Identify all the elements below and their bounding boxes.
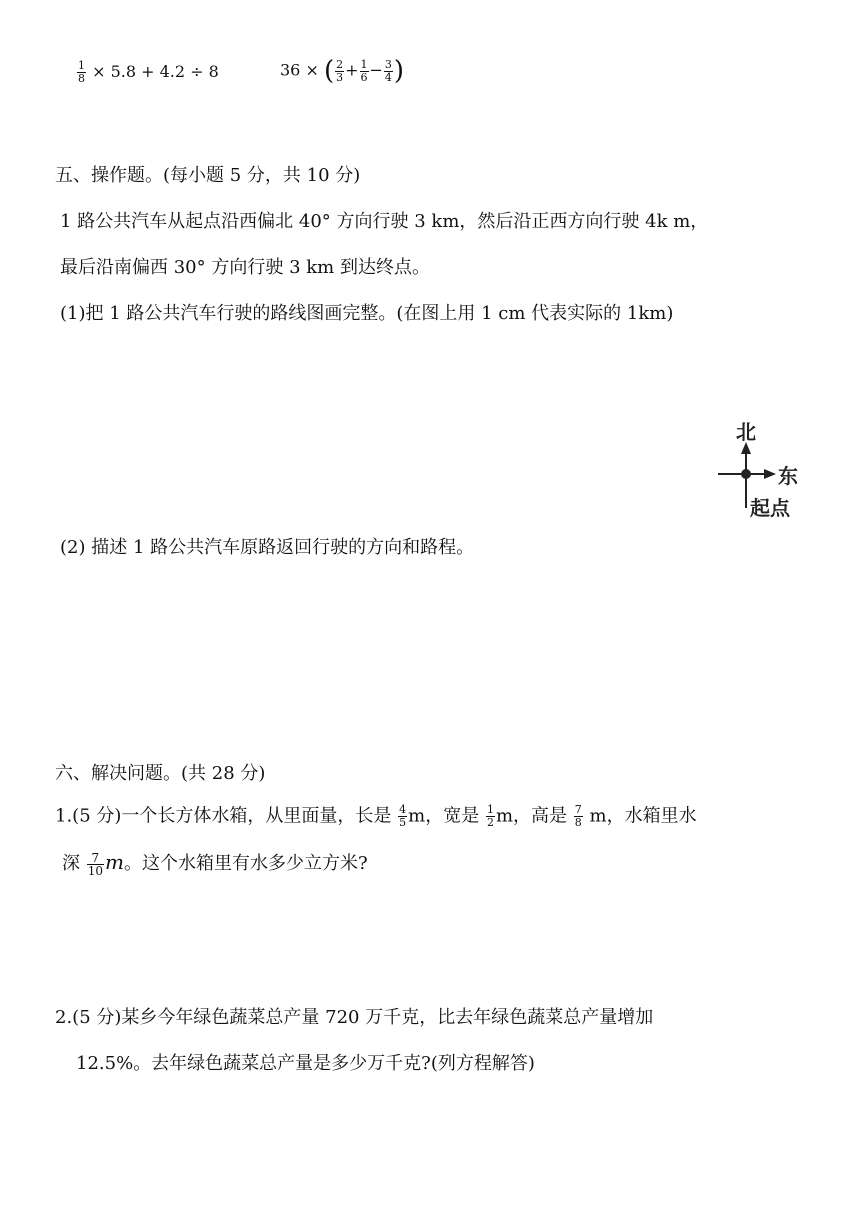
problem-2-line-1: 2.(5 分)某乡今年绿色蔬菜总产量 720 万千克，比去年绿色蔬菜总产量增加 <box>55 1007 654 1028</box>
fraction: $\frac{7}{10}$ <box>87 850 104 878</box>
problem-text-line: 最后沿南偏西 30° 方向行驶 3 km 到达终点。 <box>60 257 430 278</box>
problem-1-line-1: 1.(5 分)一个长方体水箱，从里面量，长是 $\frac{4}{5}$ m，宽是 $\frac{1}{2}$ m，高是 $\frac{7}{8}$ m，水箱里水 <box>55 803 697 829</box>
question-2: (2) 描述 1 路公共汽车原路返回行驶的方向和路程。 <box>60 537 475 558</box>
section-5-heading: 五、操作题。(每小题 5 分，共 10 分) <box>55 165 361 186</box>
fraction: $\frac{7}{8}$ <box>574 803 582 829</box>
fraction: $\frac{1}{2}$ <box>486 803 494 829</box>
section-6-heading: 六、解决问题。(共 28 分) <box>55 763 266 784</box>
north-label: 北 <box>736 420 756 444</box>
compass-figure <box>712 412 812 522</box>
problem-text-line: 1 路公共汽车从起点沿西偏北 40° 方向行驶 3 km，然后沿正西方向行驶 4k m， <box>60 211 709 232</box>
expression-1: $\frac{1}{8}$ × 5.8 + 4.2 ÷ 8 <box>78 59 219 85</box>
fraction: $\frac{1}{6}$ <box>360 57 368 84</box>
east-label: 东 <box>778 464 798 488</box>
expression-2: 36 × ( $\frac{2}{3}$ + $\frac{1}{6}$ − $\frac{3}{4}$ ) <box>280 56 405 86</box>
fraction: $\frac{3}{4}$ <box>384 57 392 84</box>
question-1: (1)把 1 路公共汽车行驶的路线图画完整。(在图上用 1 cm 代表实际的 1km) <box>60 303 674 324</box>
start-point-label: 起点 <box>750 496 790 520</box>
fraction: $\frac{2}{3}$ <box>336 57 344 84</box>
problem-2-line-2: 12.5%。去年绿色蔬菜总产量是多少万千克?(列方程解答) <box>76 1053 535 1074</box>
problem-1-line-2: 深 $\frac{7}{10}$ m。这个水箱里有水多少立方米? <box>62 850 368 878</box>
fraction: $\frac{1}{8}$ <box>78 59 85 85</box>
fraction: $\frac{4}{5}$ <box>399 803 407 829</box>
